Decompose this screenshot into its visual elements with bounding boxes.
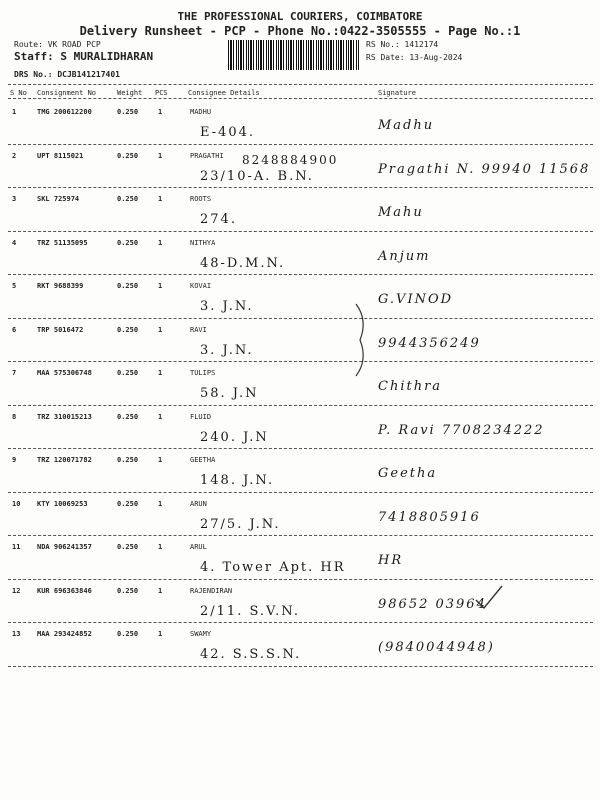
brace-mark <box>352 300 372 380</box>
row-signature: Anjum <box>378 248 431 264</box>
row-consignee-name: NITHYA <box>190 238 216 247</box>
row-consignee-name: ARUL <box>190 543 207 551</box>
row-divider <box>8 448 593 449</box>
row-weight: 0.250 <box>117 108 139 116</box>
row-weight: 0.250 <box>117 282 139 290</box>
column-divider <box>8 98 593 99</box>
row-consignee-name: RAVI <box>190 325 207 334</box>
row-consignee-name: RAJENDIRAN <box>190 586 233 595</box>
row-pcs: 1 <box>158 456 163 464</box>
row-consignment: KUR 696363846 <box>37 586 92 595</box>
company-title: THE PROFESSIONAL COURIERS, COIMBATORE <box>177 10 423 23</box>
runsheet-title: Delivery Runsheet - PCP - Phone No.:0422-3505555 - Page No.:1 <box>79 24 521 38</box>
row-sno: 9 <box>12 456 17 464</box>
row-address-handwritten: 2/11. S.V.N. <box>200 603 300 619</box>
row-weight: 0.250 <box>117 630 139 638</box>
row-sno: 12 <box>12 586 21 595</box>
row-weight: 0.250 <box>117 238 139 247</box>
row-sno: 11 <box>12 543 21 551</box>
row-consignment: TRP 5016472 <box>37 325 84 334</box>
row-address-handwritten: 240. J.N <box>200 429 269 445</box>
row-divider <box>8 274 593 275</box>
row-pcs: 1 <box>158 238 163 247</box>
row-address-handwritten: E-404. <box>200 125 256 140</box>
row-pcs: 1 <box>158 543 163 551</box>
row-weight: 0.250 <box>117 195 139 203</box>
row-signature: Geetha <box>378 466 438 481</box>
row-divider <box>8 622 593 623</box>
row-divider <box>8 187 593 188</box>
row-consignee-name: FLUID <box>190 412 212 421</box>
row-signature: Madhu <box>378 118 435 133</box>
row-signature: 7418805916 <box>378 509 481 525</box>
row-address-handwritten: 3. J.N. <box>200 342 254 358</box>
row-weight: 0.250 <box>117 543 139 551</box>
row-pcs: 1 <box>158 325 163 334</box>
row-address-handwritten: 3. J.N. <box>200 299 254 314</box>
row-signature: Pragathi N. 99940 11568 <box>378 161 591 177</box>
drs-label: DRS No.: DCJB141217401 <box>14 70 120 79</box>
row-consignment: UPT 8115021 <box>37 151 84 160</box>
row-address-handwritten: 274. <box>200 212 237 227</box>
row-sno: 2 <box>12 151 17 160</box>
row-consignment: MAA 293424852 <box>37 630 92 638</box>
row-address-handwritten: 4. Tower Apt. HR <box>200 560 346 575</box>
col-weight: Weight <box>117 89 143 97</box>
row-divider <box>8 361 593 362</box>
row-weight: 0.250 <box>117 586 139 595</box>
row-address-handwritten: 58. J.N <box>200 386 259 401</box>
row-pcs: 1 <box>158 586 163 595</box>
row-divider <box>8 405 593 406</box>
row-address-handwritten: 23/10-A. B.N. <box>200 168 314 184</box>
row-pcs: 1 <box>158 195 163 203</box>
row-signature: 9944356249 <box>378 335 481 351</box>
row-pcs: 1 <box>158 630 163 638</box>
row-signature: P. Ravi 7708234222 <box>378 422 545 438</box>
row-consignee-name: KOVAI <box>190 282 212 290</box>
row-consignee-name: PRAGATHI <box>190 151 224 160</box>
row-consignment: TMG 200612200 <box>37 108 92 116</box>
row-consignee-name: MADHU <box>190 108 212 116</box>
rs-date: RS Date: 13-Aug-2024 <box>366 53 463 62</box>
staff-label: Staff: S MURALIDHARAN <box>14 50 154 63</box>
rs-number: RS No.: 1412174 <box>366 40 439 49</box>
row-consignment: MAA 575306748 <box>37 369 92 377</box>
row-divider <box>8 535 593 536</box>
row-pcs: 1 <box>158 499 163 508</box>
row-phone-handwritten: 8248884900 <box>242 152 339 167</box>
row-signature: G.VINOD <box>378 292 454 307</box>
row-pcs: 1 <box>158 151 163 160</box>
row-sno: 3 <box>12 195 17 203</box>
barcode-icon <box>228 40 360 70</box>
col-pcs: PCS <box>155 89 168 97</box>
row-sno: 8 <box>12 412 17 421</box>
row-weight: 0.250 <box>117 499 139 508</box>
row-consignment: NDA 906241357 <box>37 543 92 551</box>
row-consignee-name: ROOTS <box>190 195 212 203</box>
row-pcs: 1 <box>158 108 163 116</box>
check-mark <box>470 580 510 620</box>
row-signature: (9840044948) <box>378 640 495 655</box>
row-consignment: TRZ 310015213 <box>37 412 92 421</box>
row-signature: HR <box>378 553 404 568</box>
col-signature: Signature <box>378 89 416 97</box>
col-consignee: Consignee Details <box>188 89 260 97</box>
row-consignee-name: GEETHA <box>190 456 216 464</box>
row-sno: 1 <box>12 108 17 116</box>
row-address-handwritten: 48-D.M.N. <box>200 255 286 271</box>
row-address-handwritten: 148. J.N. <box>200 473 275 488</box>
row-consignment: SKL 725974 <box>37 195 80 203</box>
row-divider <box>8 666 593 667</box>
row-weight: 0.250 <box>117 151 139 160</box>
row-sno: 6 <box>12 325 17 334</box>
row-pcs: 1 <box>158 369 163 377</box>
row-consignment: RKT 9688399 <box>37 282 84 290</box>
row-sno: 4 <box>12 238 17 247</box>
row-divider <box>8 231 593 232</box>
row-address-handwritten: 27/5. J.N. <box>200 516 281 532</box>
row-weight: 0.250 <box>117 325 139 334</box>
row-sno: 5 <box>12 282 17 290</box>
row-weight: 0.250 <box>117 456 139 464</box>
col-sno: S No <box>10 89 27 97</box>
row-sno: 13 <box>12 630 21 638</box>
row-weight: 0.250 <box>117 369 139 377</box>
row-pcs: 1 <box>158 412 163 421</box>
route-label: Route: VK ROAD PCP <box>14 40 101 49</box>
row-consignee-name: TULIPS <box>190 369 216 377</box>
row-signature: 98652 03964 <box>378 596 487 612</box>
row-signature: Chithra <box>378 379 443 394</box>
row-consignee-name: SWAMY <box>190 630 212 638</box>
row-consignment: KTY 10069253 <box>37 499 88 508</box>
row-signature: Mahu <box>378 205 424 220</box>
row-divider <box>8 492 593 493</box>
row-consignment: TRZ 51135095 <box>37 238 88 247</box>
row-divider <box>8 318 593 319</box>
row-weight: 0.250 <box>117 412 139 421</box>
col-consignment: Consignment No <box>37 89 97 97</box>
row-consignment: TRZ 120071782 <box>37 456 92 464</box>
row-divider <box>8 144 593 145</box>
row-consignee-name: ARUN <box>190 499 207 508</box>
row-sno: 7 <box>12 369 17 377</box>
row-pcs: 1 <box>158 282 163 290</box>
row-address-handwritten: 42. S.S.S.N. <box>200 647 302 662</box>
header-divider <box>8 84 593 85</box>
row-sno: 10 <box>12 499 21 508</box>
